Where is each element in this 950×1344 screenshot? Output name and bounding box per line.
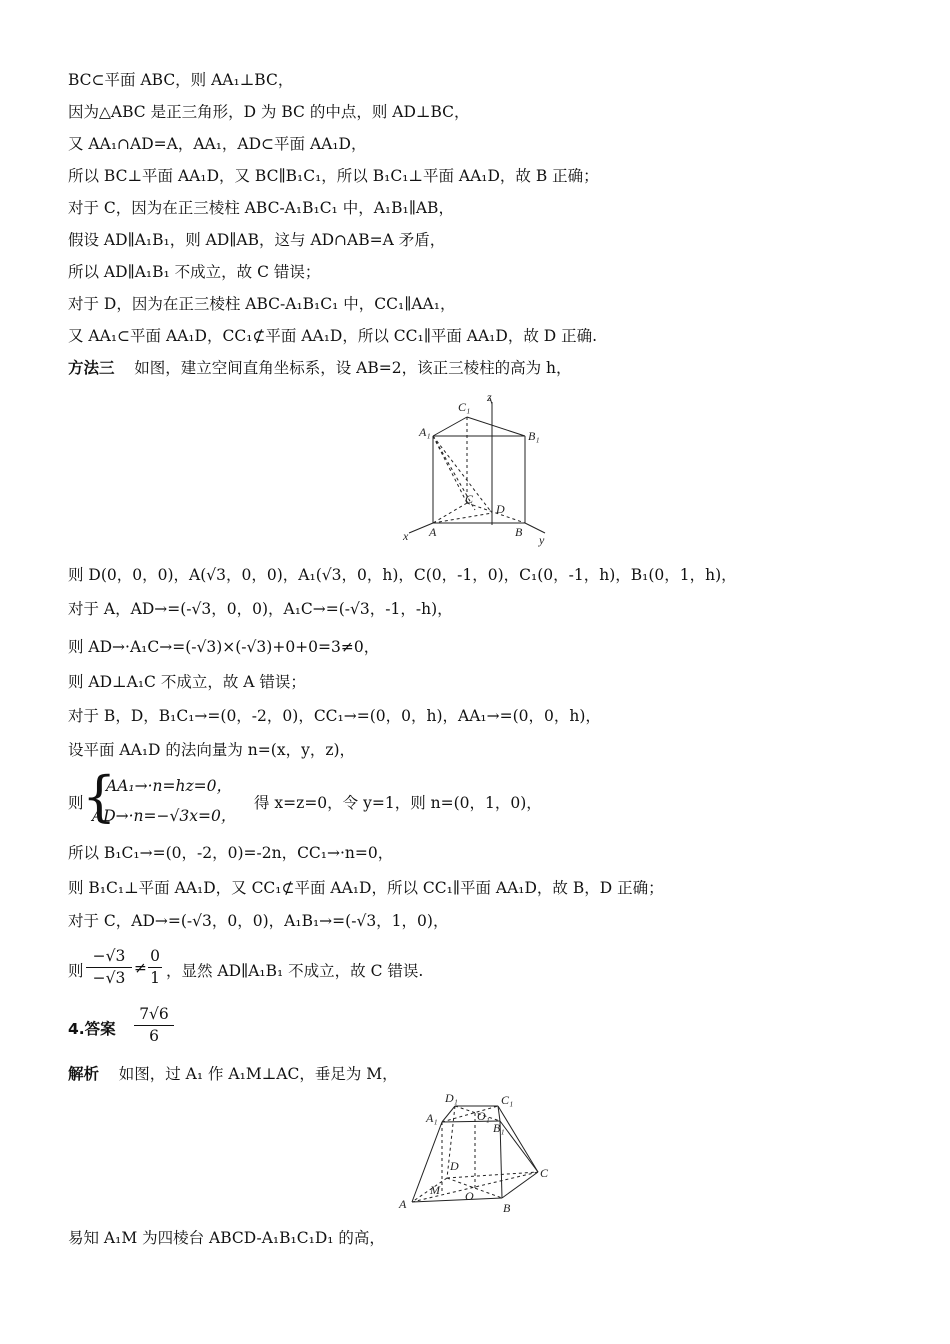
fraction-1-num: −√3: [86, 946, 132, 968]
label-C: C: [465, 492, 474, 506]
method3-text: 如图，建立空间直角坐标系，设 AB=2，该正三棱柱的高为 h，: [134, 359, 572, 377]
line2-3: 对于 C，AD→=(-√3，0，0)，A₁B₁→=(-√3，1，0)，: [68, 912, 449, 930]
analysis-text: 如图，过 A₁ 作 A₁M⊥AC，垂足为 M，: [118, 1065, 398, 1083]
fraction-1-den: −√3: [92, 969, 126, 987]
label2-C: C: [540, 1166, 549, 1180]
fraction-line: [68, 946, 668, 992]
analysis-line: [68, 1064, 398, 1084]
text-line-4: 所以 BC⊥平面 AA₁D，又 BC∥B₁C₁，所以 B₁C₁⊥平面 AA₁D，故 B 正确；: [68, 167, 599, 185]
label-A1: A₁: [419, 425, 431, 439]
math-line-6: 设平面 AA₁D 的法向量为 n=(x，y，z)，: [68, 741, 356, 759]
text-line-1: BC⊂平面 ABC，则 AA₁⊥BC，: [68, 71, 294, 89]
label2-D1: D₁: [445, 1091, 458, 1105]
fraction-2-den: 1: [150, 969, 160, 987]
label2-O: O: [465, 1189, 474, 1203]
line2-1: 所以 B₁C₁→=(0，-2，0)=-2n，CC₁→·n=0，: [68, 844, 394, 862]
equation-system: [68, 765, 628, 832]
text-line-2: 因为△ABC 是正三角形，D 为 BC 的中点，则 AD⊥BC，: [68, 103, 470, 121]
math-line-3: 则 AD→·A₁C→=(-√3)×(-√3)+0+0=3≠0，: [68, 638, 380, 656]
math-line-4: 则 AD⊥A₁C 不成立，故 A 错误；: [68, 673, 306, 691]
math-line-5: 对于 B，D，B₁C₁→=(0，-2，0)，CC₁→=(0，0，h)，AA₁→=(0，0，h)，: [68, 707, 601, 725]
fraction-prefix: 则: [68, 962, 84, 980]
system-prefix: 则: [68, 794, 84, 812]
fraction-1: [86, 946, 132, 989]
label2-D: D: [450, 1159, 459, 1173]
label-A: A: [429, 525, 437, 539]
text-line-5: 对于 C，因为在正三棱柱 ABC-A₁B₁C₁ 中，A₁B₁∥AB，: [68, 199, 454, 217]
answer4: [68, 1004, 268, 1050]
label2-M: M: [430, 1183, 440, 1197]
frustum-figure: [395, 1088, 565, 1218]
fraction-2-num: 0: [148, 946, 162, 968]
prism-figure: [395, 390, 565, 550]
answer4-fraction: [134, 1004, 174, 1047]
last-line: 易知 A₁M 为四棱台 ABCD-A₁B₁C₁D₁ 的高，: [68, 1229, 385, 1247]
label2-O1: O₁: [477, 1109, 490, 1123]
text-line-9: 又 AA₁⊂平面 AA₁D，CC₁⊄平面 AA₁D，所以 CC₁∥平面 AA₁D，故 D 正确.: [68, 327, 598, 345]
fraction-2: [148, 946, 162, 989]
label2-A1: A₁: [426, 1111, 438, 1125]
line2-2: 则 B₁C₁⊥平面 AA₁D，又 CC₁⊄平面 AA₁D，所以 CC₁∥平面 AA₁D，故 B，D 正确；: [68, 879, 664, 897]
method3-label: 方法三: [68, 359, 115, 377]
fraction-suffix: ，显然 AD∥A₁B₁ 不成立，故 C 错误.: [166, 962, 424, 980]
label2-B1: B₁: [493, 1121, 505, 1135]
system-eq1: AA₁→·n=hz=0，: [106, 777, 232, 795]
answer4-label: 4.答案: [68, 1020, 116, 1038]
text-line-8: 对于 D，因为在正三棱柱 ABC-A₁B₁C₁ 中，CC₁∥AA₁，: [68, 295, 456, 313]
label2-A: A: [399, 1197, 407, 1211]
label-z: z: [487, 390, 492, 404]
system-eq2: AD→·n=−√3x=0，: [92, 807, 237, 825]
system-brace: {: [82, 765, 117, 828]
label2-C1: C₁: [501, 1093, 514, 1107]
math-line-2: 对于 A，AD→=(-√3，0，0)，A₁C→=(-√3，-1，-h)，: [68, 600, 453, 618]
answer4-den: 6: [149, 1027, 159, 1045]
answer4-num: 7√6: [134, 1004, 174, 1026]
label-C1: C₁: [458, 400, 471, 414]
text-line-3: 又 AA₁∩AD=A，AA₁，AD⊂平面 AA₁D，: [68, 135, 367, 153]
label2-B: B: [503, 1201, 511, 1215]
label-B1: B₁: [528, 429, 540, 443]
label-y: y: [539, 533, 545, 547]
analysis-label: 解析: [68, 1065, 100, 1083]
system-result: 得 x=z=0，令 y=1，则 n=(0，1，0)，: [254, 794, 542, 812]
label-B: B: [515, 525, 523, 539]
label-x: x: [403, 529, 409, 543]
method3-line: [68, 358, 572, 378]
text-line-7: 所以 AD∥A₁B₁ 不成立，故 C 错误；: [68, 263, 321, 281]
fraction-neq: ≠: [134, 959, 147, 977]
text-line-6: 假设 AD∥A₁B₁，则 AD∥AB，这与 AD∩AB=A 矛盾，: [68, 231, 446, 249]
math-line-1: 则 D(0，0，0)，A(√3，0，0)，A₁(√3，0，h)，C(0，-1，0)，C₁(0，-1，h)，B₁(0，1，h)，: [68, 566, 737, 584]
label-D: D: [496, 502, 505, 516]
